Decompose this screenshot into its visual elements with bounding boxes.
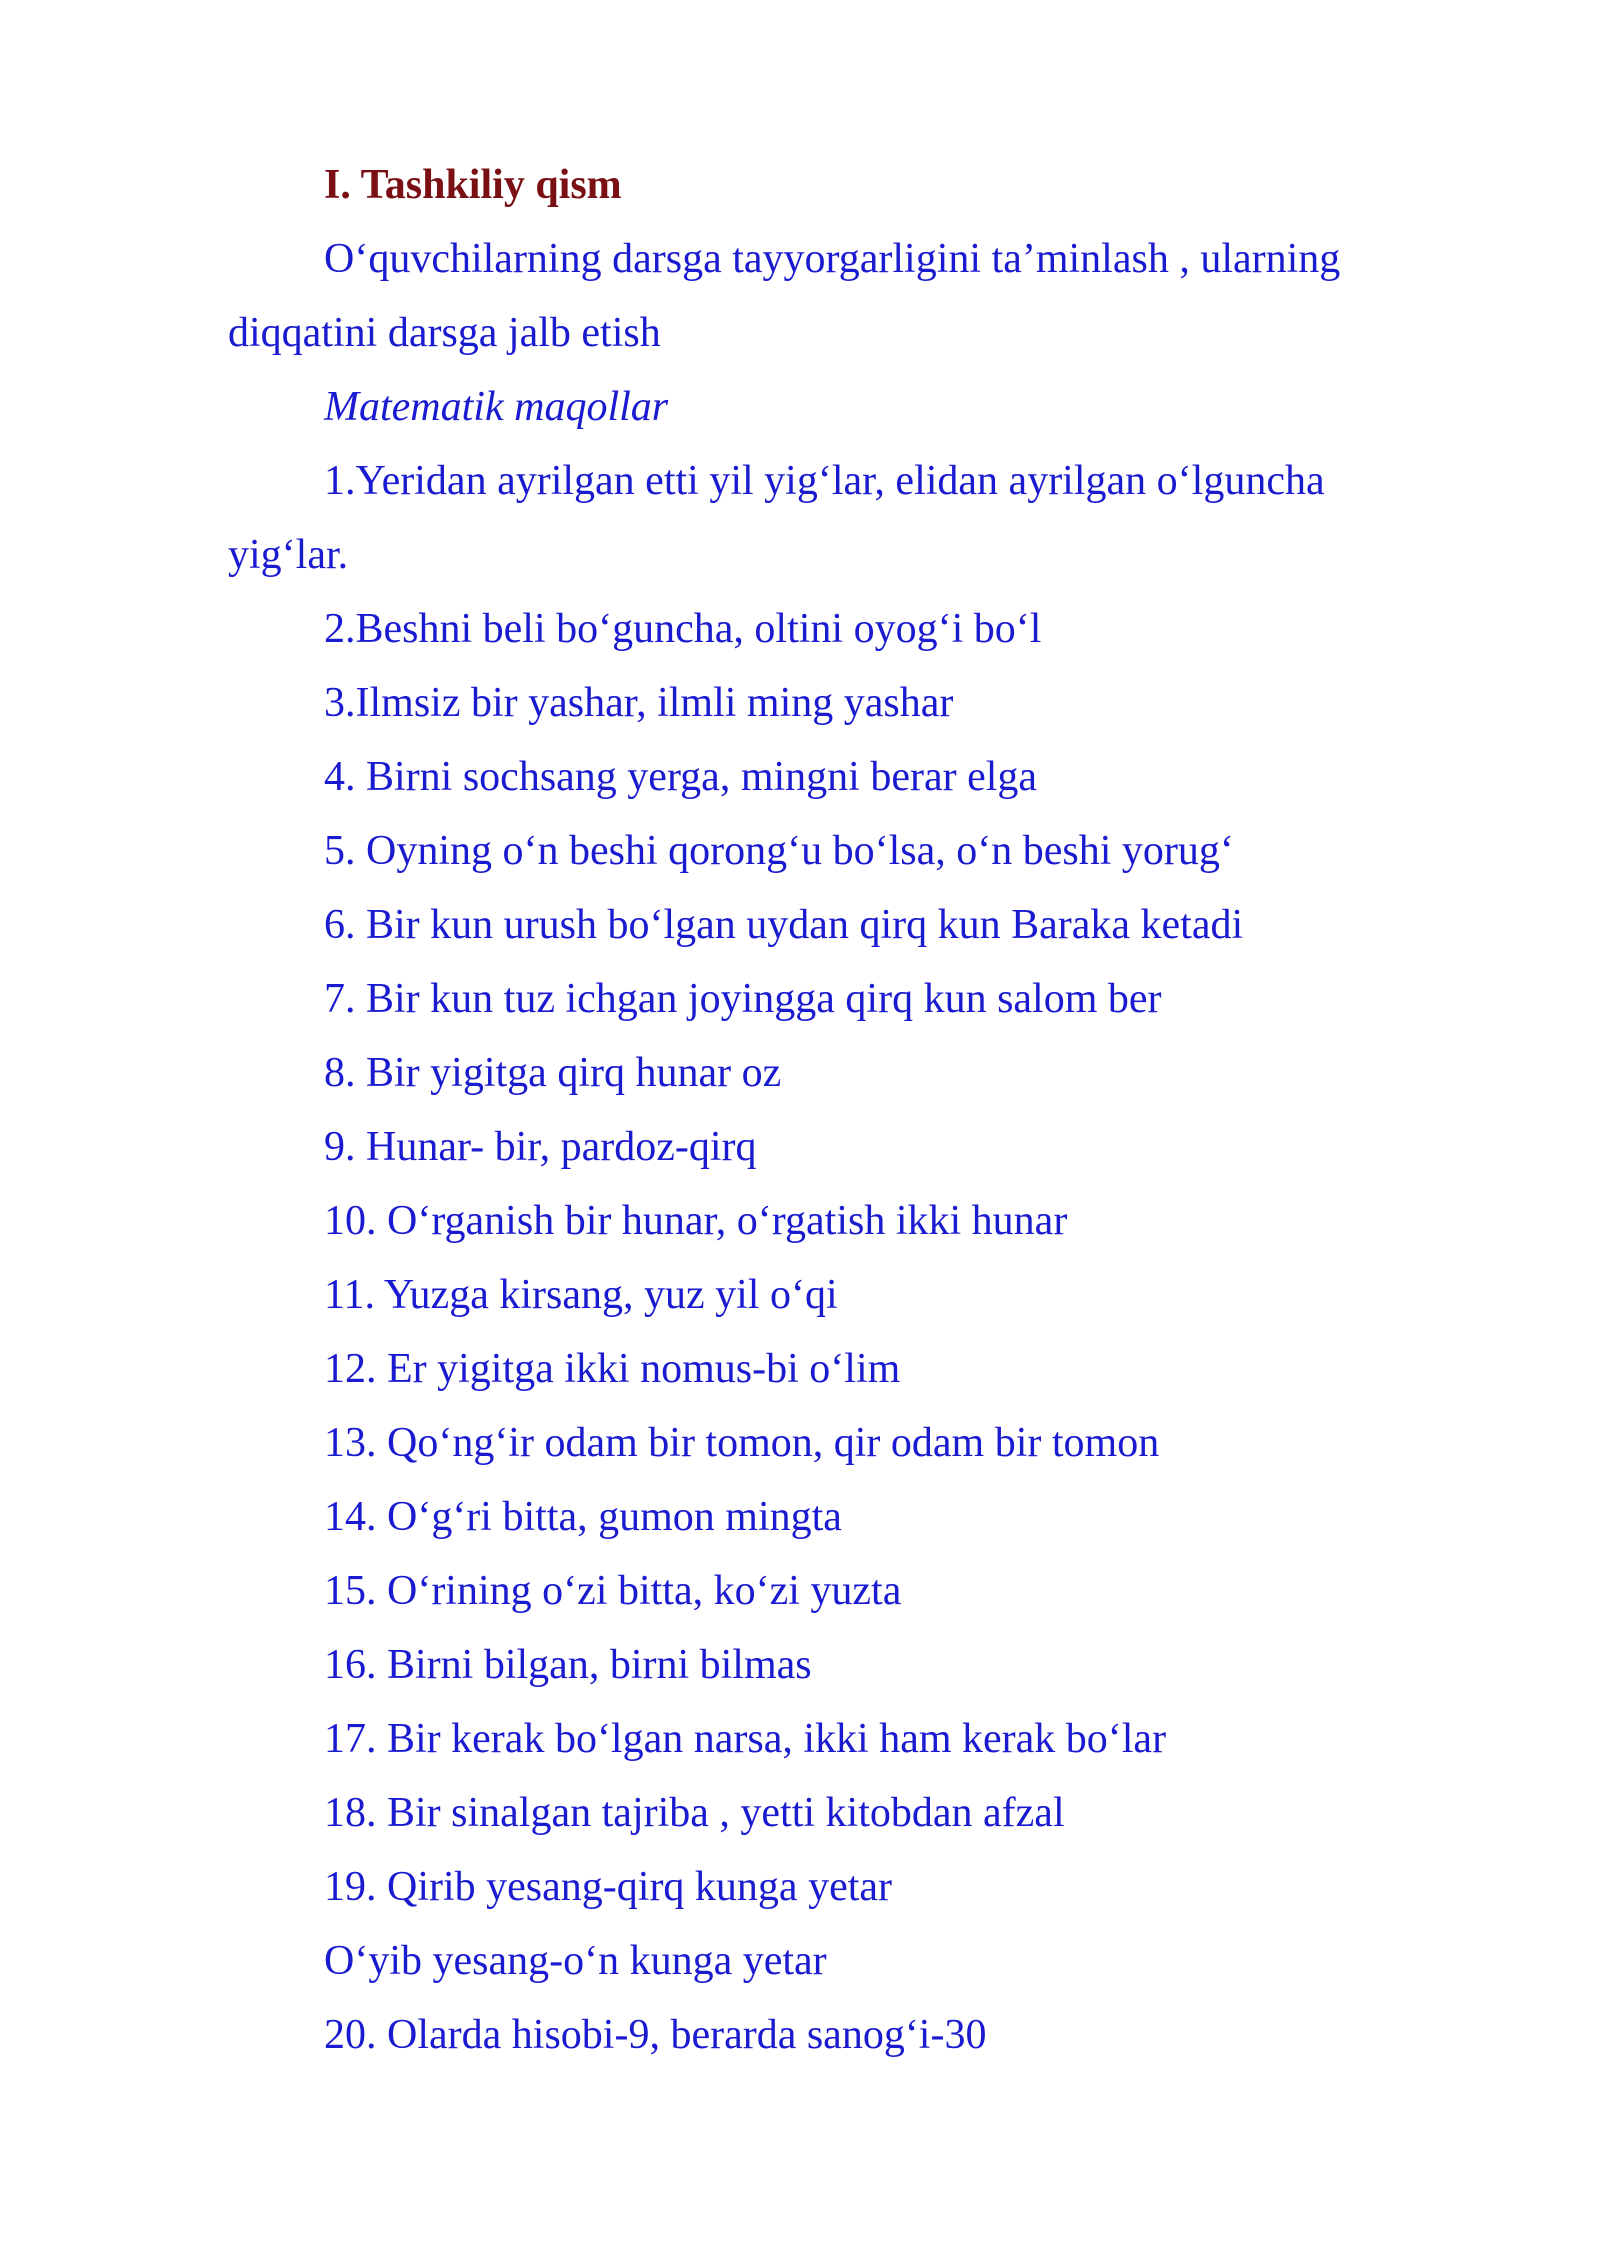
saying-item: 4. Birni sochsang yerga, mingni berar elga bbox=[324, 754, 1038, 800]
saying-item: O‘yib yesang-o‘n kunga yetar bbox=[324, 1938, 827, 1984]
saying-item: 19. Qirib yesang-qirq kunga yetar bbox=[324, 1864, 893, 1910]
saying-item: 11. Yuzga kirsang, yuz yil o‘qi bbox=[324, 1272, 838, 1318]
saying-item: 2.Beshni beli bo‘guncha, oltini oyog‘i bo‘l bbox=[324, 606, 1042, 652]
saying-item: 13. Qo‘ng‘ir odam bir tomon, qir odam bir tomon bbox=[324, 1420, 1160, 1466]
intro-line-2: diqqatini darsga jalb etish bbox=[228, 310, 661, 356]
saying-item: 16. Birni bilgan, birni bilmas bbox=[324, 1642, 812, 1688]
saying-1-line-1: 1.Yeridan ayrilgan etti yil yig‘lar, elidan ayrilgan o‘lguncha bbox=[324, 458, 1325, 504]
saying-item: 8. Bir yigitga qirq hunar oz bbox=[324, 1050, 782, 1096]
saying-item: 6. Bir kun urush bo‘lgan uydan qirq kun Baraka ketadi bbox=[324, 902, 1244, 948]
saying-item: 7. Bir kun tuz ichgan joyingga qirq kun salom ber bbox=[324, 976, 1162, 1022]
saying-item: 18. Bir sinalgan tajriba , yetti kitobdan afzal bbox=[324, 1790, 1065, 1836]
saying-item: 9. Hunar- bir, pardoz-qirq bbox=[324, 1124, 757, 1170]
saying-item: 12. Er yigitga ikki nomus-bi o‘lim bbox=[324, 1346, 901, 1392]
sayings-subtitle: Matematik maqollar bbox=[324, 384, 669, 430]
saying-1-line-2: yig‘lar. bbox=[228, 532, 349, 578]
saying-item: 3.Ilmsiz bir yashar, ilmli ming yashar bbox=[324, 680, 954, 726]
section-heading: I. Tashkiliy qism bbox=[324, 162, 622, 208]
saying-item: 5. Oyning o‘n beshi qorong‘u bo‘lsa, o‘n beshi yorug‘ bbox=[324, 828, 1234, 874]
saying-item: 17. Bir kerak bo‘lgan narsa, ikki ham kerak bo‘lar bbox=[324, 1716, 1167, 1762]
saying-item: 20. Olarda hisobi-9, berarda sanog‘i-30 bbox=[324, 2012, 987, 2058]
saying-item: 10. O‘rganish bir hunar, o‘rgatish ikki hunar bbox=[324, 1198, 1068, 1244]
sayings-list bbox=[228, 592, 1380, 2072]
saying-item: 14. O‘g‘ri bitta, gumon mingta bbox=[324, 1494, 842, 1540]
intro-line-1: O‘quvchilarning darsga tayyorgarligini ta’minlash , ularning bbox=[324, 236, 1341, 282]
saying-item: 15. O‘rining o‘zi bitta, ko‘zi yuzta bbox=[324, 1568, 902, 1614]
